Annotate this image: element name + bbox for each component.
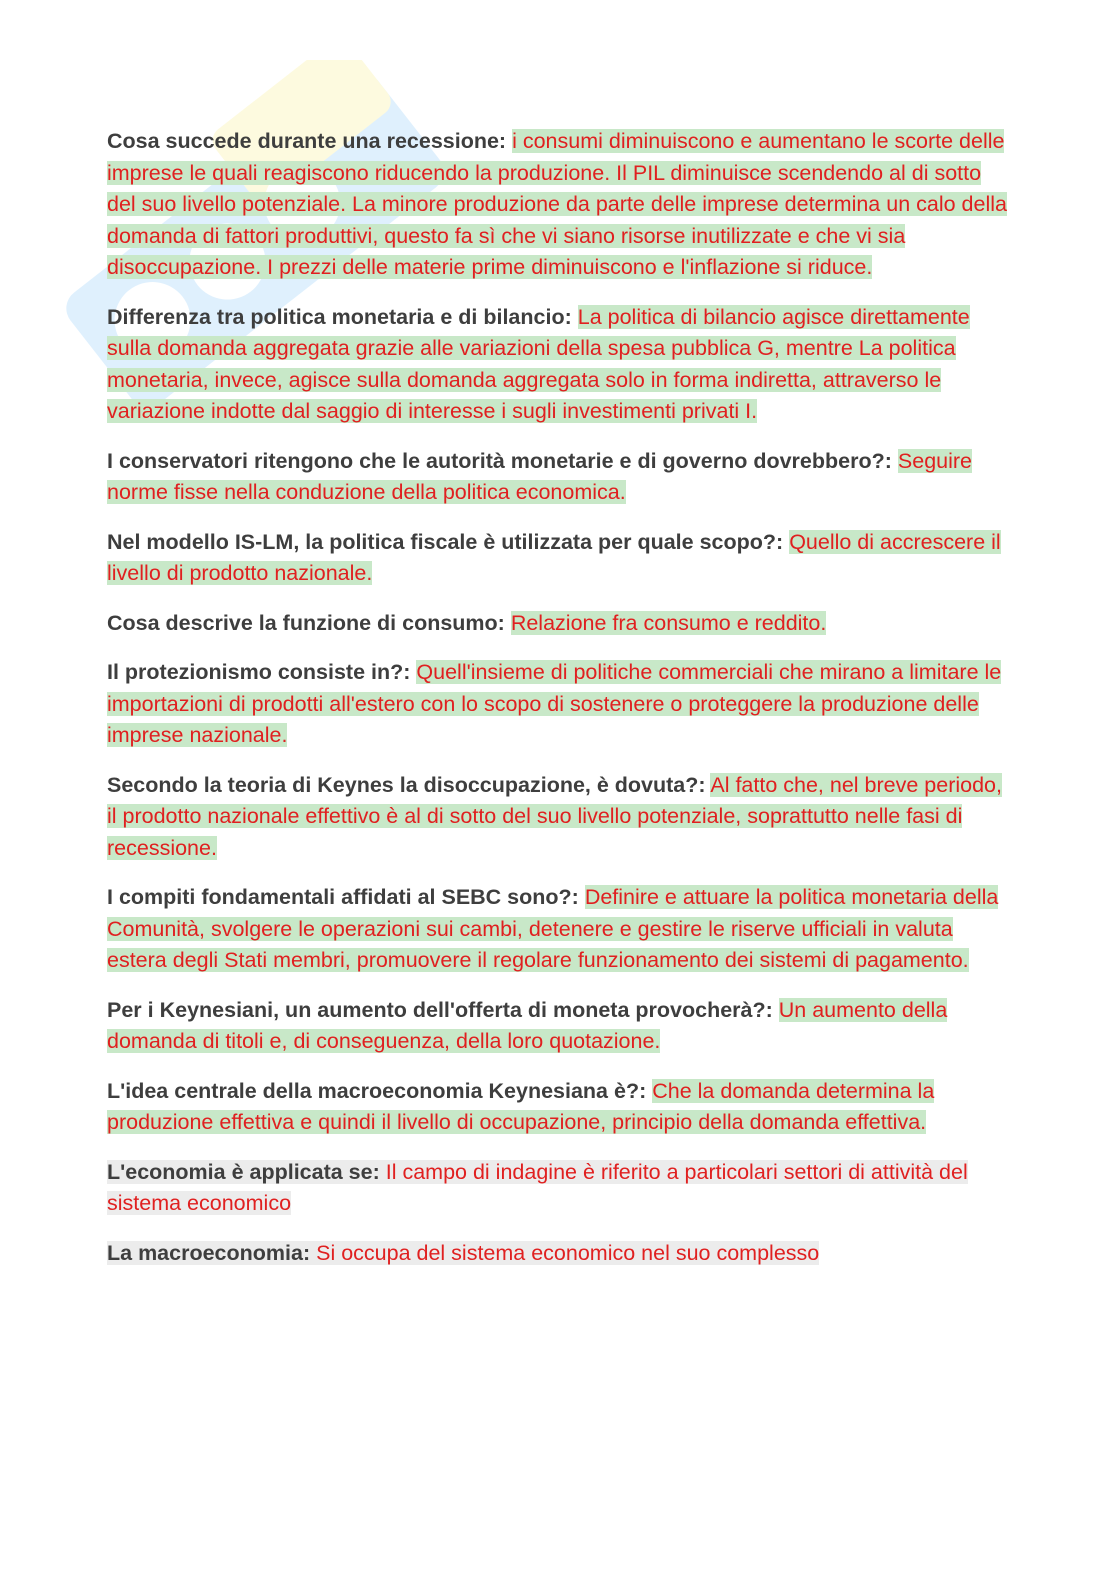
question: Nel modello IS-LM, la politica fiscale è utilizzata per quale scopo?:: [107, 529, 784, 554]
question: L'economia è applicata se:: [107, 1159, 380, 1184]
question: Il protezionismo consiste in?:: [107, 660, 411, 684]
document-body: [107, 126, 1007, 1287]
question: Per i Keynesiani, un aumento dell'offerta di moneta provocherà?:: [107, 997, 773, 1022]
answer: Si occupa del sistema economico nel suo complesso: [316, 1240, 820, 1265]
answer: Relazione fra consumo e reddito.: [510, 610, 827, 635]
qa-item-11: [107, 1157, 1007, 1220]
question: L'idea centrale della macroeconomia Keynesiana è?:: [107, 1078, 647, 1103]
answer: Che la domanda determina la produzione effettiva e quindi il livello di occupazione, principio della domanda effettiva.: [107, 1078, 935, 1134]
answer: La politica di bilancio agisce direttamente sulla domanda aggregata grazie alle variazioni della spesa pubblica G, mentre La politica monetaria, invece, agisce sulla domanda aggregata solo in forma indiretta, attraverso le variazione indotte dal saggio di interesse i sugli investimenti privati I.: [107, 304, 970, 423]
question: Cosa descrive la funzione di consumo:: [107, 610, 505, 635]
qa-item-5: [107, 608, 1007, 640]
question: Differenza tra politica monetaria e di bilancio:: [107, 304, 572, 329]
qa-item-9: [107, 995, 1007, 1058]
answer: Un aumento della domanda di titoli e, di conseguenza, della loro quotazione.: [107, 997, 948, 1053]
answer: Definire e attuare la politica monetaria della Comunità, svolgere le operazioni sui cambi, detenere e gestire le riserve ufficiali in valuta estera degli Stati membri, promuovere il regolare funzionamento dei sistemi di pagamento.: [107, 885, 999, 972]
answer: Il campo di indagine è riferito a particolari settori di attività del sistema economico: [107, 1159, 968, 1215]
answer: Al fatto che, nel breve periodo, il prodotto nazionale effettivo è al di sotto del suo livello potenziale, soprattutto nelle fasi di recessione.: [107, 772, 1002, 860]
answer: i consumi diminuiscono e aumentano le scorte delle imprese le quali reagiscono riducendo la produzione. Il PIL diminuisce scendendo al di sotto del suo livello potenziale. La minore produzione da parte delle imprese determina un calo della domanda di fattori produttivi, questo fa sì che vi siano risorse inutilizzate e che vi sia disoccupazione. I prezzi delle materie prime diminuiscono e l'inflazione si riduce.: [107, 129, 1007, 279]
qa-item-4: [107, 527, 1007, 590]
question: I compiti fondamentali affidati al SEBC sono?:: [107, 885, 579, 909]
answer: Quell'insieme di politiche commerciali che mirano a limitare le importazioni di prodotti all'estero con lo scopo di sostenere o proteggere la produzione delle imprese nazionale.: [107, 660, 1002, 747]
qa-item-8: [107, 882, 1007, 977]
qa-item-6: [107, 657, 1007, 752]
question: Cosa succede durante una recessione:: [107, 129, 507, 153]
question: I conservatori ritengono che le autorità monetarie e di governo dovrebbero?:: [107, 448, 892, 473]
answer: Quello di accrescere il livello di prodotto nazionale.: [107, 529, 1001, 585]
qa-item-10: [107, 1076, 1007, 1139]
qa-item-2: [107, 302, 1007, 428]
answer: Seguire norme fisse nella conduzione della politica economica.: [107, 448, 972, 504]
question: Secondo la teoria di Keynes la disoccupazione, è dovuta?:: [107, 772, 706, 797]
qa-item-3: [107, 446, 1007, 509]
qa-item-1: [107, 126, 1007, 284]
qa-item-7: [107, 770, 1007, 865]
qa-item-12: [107, 1238, 1007, 1270]
question: La macroeconomia:: [107, 1240, 311, 1265]
